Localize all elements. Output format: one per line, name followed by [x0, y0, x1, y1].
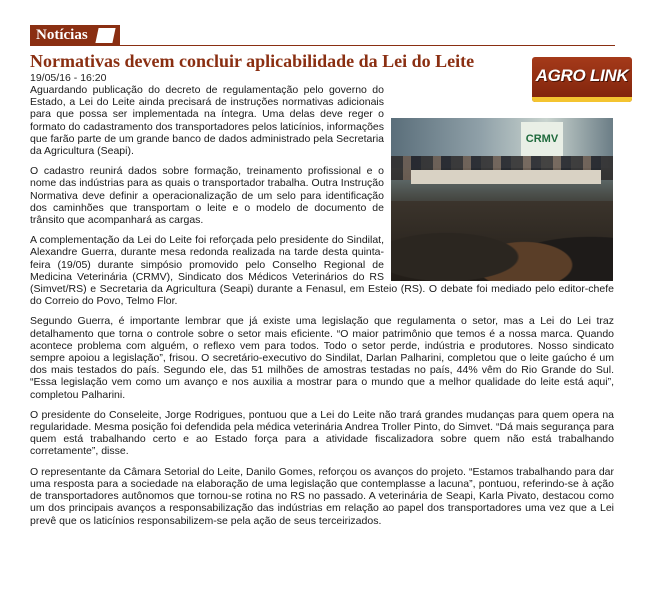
paragraph: A complementação da Lei do Leite foi reforçada pelo presidente do Sindilat, Alexandre Guerra, durante mesa redonda realizada na tarde desta quinta-feira (19/05) durante simpósio promovido pelo Conselho Regional de Medicina Veterinária (CRMV), Sindicato dos Médicos Veterinários do RS (Simvet/RS) e Secretaria da Agricultura (Seapi) durante a Fenasul, em Esteio (RS). O debate foi mediado pelo editor-chefe do Correio do Povo, Telmo Flor.	[30, 234, 614, 308]
paragraph: Aguardando publicação do decreto de regulamentação pelo governo do Estado, a Lei do Leite ainda precisará de instruções normativas adicionais para que possa ser implementada na íntegra. Uma delas deve reger o formato do cadastramento dos transportadores pelos laticínios, informações que farão parte de um grande banco de dados administrado pela Secretaria da Agricultura (Seapi).	[30, 84, 384, 158]
photo-float-spacer	[384, 84, 614, 273]
paragraph: O representante da Câmara Setorial do Leite, Danilo Gomes, reforçou os avanços do projeto. “Estamos trabalhando para dar uma resposta para a sociedade na elaboração de uma legislação que contemplasse a lacuna”, pontuou, referindo-se à ação de transportadores autônomos que tornou-se rotina no RS no passado. A veterinária de Seapi, Karla Pivato, destacou como um dos principais avanços a responsabilização das indústrias em relação ao papel dos transportadores uma vez que a Lei prevê que os laticínios responsabilizem-se pela ação de seus terceirizados.	[30, 465, 614, 527]
logo-text: AGRO LINK	[535, 66, 629, 85]
article-body	[30, 84, 614, 535]
section-tab[interactable]	[30, 25, 120, 46]
section-header	[30, 25, 615, 47]
paragraph: Segundo Guerra, é importante lembrar que já existe uma legislação que regulamenta o setor, mas a Lei do Lei traz detalhamento que torna o controle sobre o setor mais eficiente. “O maior patrimônio que temos é a nossa marca. Quando acontece problema com alguém, o reflexo vem para todos. Todo o setor perde, indústria e produtores. Nosso sindicato sempre apoiou a legislação”, frisou. O secretário-executivo do Sindilat, Darlan Palharini, completou que o leite gaúcho é um dos mais testados do país. Segundo ele, das 51 milhões de amostras testadas no país, 44% vêm do Rio Grande do Sul. “Essa legislação vem como um avanço e nos auxilia a mostrar para o mundo que a melhor qualidade do leite está aqui”, completou Palharini.	[30, 315, 614, 401]
page-icon	[95, 28, 115, 43]
article-date: 19/05/16 - 16:20	[30, 72, 107, 84]
article-title: Normativas devem concluir aplicabilidade da Lei do Leite	[30, 51, 475, 71]
photo-banner: CRMV	[521, 122, 563, 156]
section-label: Notícias	[36, 27, 88, 43]
header-divider	[30, 45, 615, 46]
paragraph: O presidente do Conseleite, Jorge Rodrigues, pontuou que a Lei do Leite não trará grandes mudanças para quem opera na regularidade. Mesma posição foi defendida pela médica veterinária Andrea Troller Pinto, do Simvet. “Dá mais segurança para quem está trabalhando certo e ao Estado força para a atividade fiscalizadora sobre quem não está trabalhando corretamente”, disse.	[30, 408, 614, 458]
paragraph: O cadastro reunirá dados sobre formação, treinamento profissional e o nome das indústrias para as quais o transportador trabalha. Outra Instrução Normativa deve definir a operacionalização de um selo para identificação dos caminhões que transportam o leite e o modelo de documento de trânsito que acompanhará as cargas.	[30, 165, 384, 227]
